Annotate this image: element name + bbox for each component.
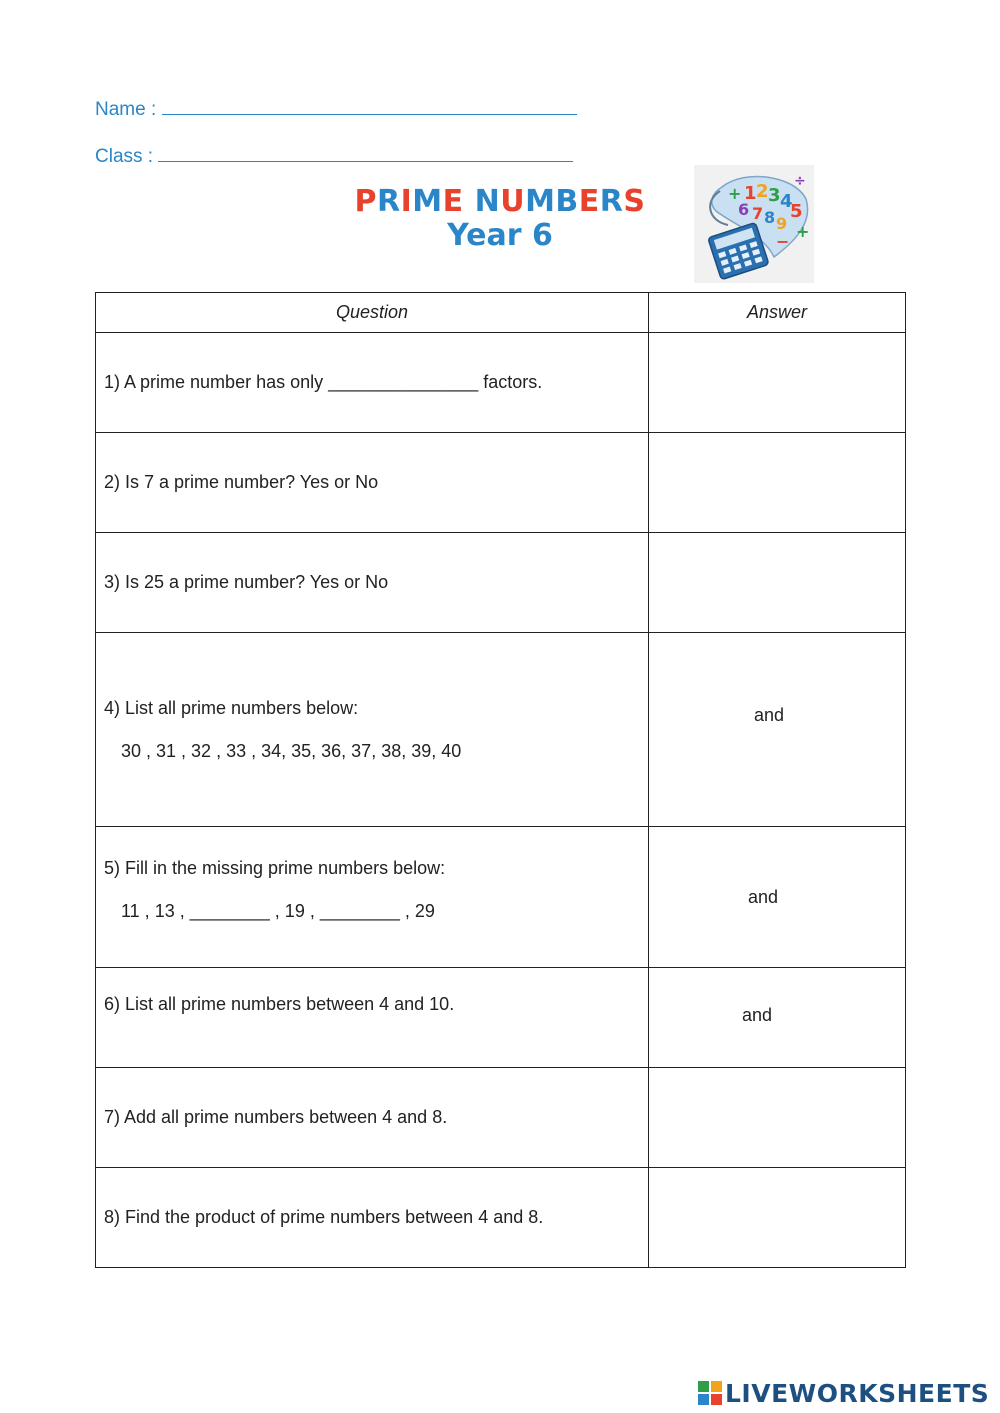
answer-cell[interactable] bbox=[649, 1068, 906, 1168]
table-row bbox=[96, 827, 906, 968]
answer-and-label: and bbox=[741, 1005, 773, 1025]
answer-column-header: Answer bbox=[649, 293, 906, 333]
table-row bbox=[96, 1168, 906, 1268]
table-row bbox=[96, 533, 906, 633]
svg-text:3: 3 bbox=[768, 185, 781, 206]
question-cell bbox=[96, 533, 649, 633]
svg-text:7: 7 bbox=[752, 204, 764, 223]
title-letter bbox=[464, 184, 475, 219]
answer-cell[interactable] bbox=[649, 1168, 906, 1268]
question-cell bbox=[96, 333, 649, 433]
svg-text:9: 9 bbox=[776, 214, 788, 233]
class-field bbox=[95, 143, 573, 168]
answer-and-label: and bbox=[753, 705, 785, 725]
table-row bbox=[96, 433, 906, 533]
question-text: 3) Is 25 a prime number? Yes or No bbox=[104, 572, 389, 592]
table-header-row bbox=[96, 293, 906, 333]
title-letter: R bbox=[599, 184, 624, 219]
title-letter: M bbox=[412, 184, 443, 219]
question-cell bbox=[96, 968, 649, 1068]
title-letter: E bbox=[578, 184, 600, 219]
answer-cell[interactable] bbox=[649, 433, 906, 533]
title-letter: N bbox=[474, 184, 501, 219]
title-letter: P bbox=[354, 184, 377, 219]
liveworksheets-logo-icon bbox=[698, 1381, 722, 1405]
question-number-list: 30 , 31 , 32 , 33 , 34, 35, 36, 37, 38, 39, 40 bbox=[121, 740, 462, 761]
table-row bbox=[96, 968, 906, 1068]
table-row bbox=[96, 633, 906, 827]
question-text: 5) Fill in the missing prime numbers below: bbox=[104, 858, 446, 878]
svg-text:4: 4 bbox=[780, 191, 793, 212]
table-row bbox=[96, 333, 906, 433]
svg-text:1: 1 bbox=[744, 183, 757, 204]
questions-table bbox=[95, 292, 906, 1268]
name-field bbox=[95, 96, 577, 121]
answer-cell[interactable] bbox=[649, 827, 906, 968]
question-cell bbox=[96, 827, 649, 968]
svg-text:+: + bbox=[796, 222, 810, 241]
question-text: 1) A prime number has only _______________ factors. bbox=[104, 372, 543, 392]
title-letter: B bbox=[555, 184, 579, 219]
question-cell bbox=[96, 433, 649, 533]
class-label: Class : bbox=[95, 146, 154, 167]
question-text: 7) Add all prime numbers between 4 and 8. bbox=[104, 1107, 448, 1127]
question-column-header: Question bbox=[96, 293, 649, 333]
title-main bbox=[354, 184, 645, 219]
question-text: 8) Find the product of prime numbers between 4 and 8. bbox=[104, 1207, 544, 1227]
question-text: 4) List all prime numbers below: bbox=[104, 697, 359, 718]
name-input-line[interactable] bbox=[162, 96, 577, 115]
question-cell bbox=[96, 633, 649, 827]
svg-text:6: 6 bbox=[738, 200, 750, 219]
question-text: 2) Is 7 a prime number? Yes or No bbox=[104, 472, 379, 492]
answer-and-label: and bbox=[747, 886, 779, 907]
footer-brand: LIVEWORKSHEETS bbox=[725, 1378, 990, 1408]
liveworksheets-footer bbox=[698, 1378, 989, 1408]
class-input-line[interactable] bbox=[158, 143, 573, 162]
title-letter: M bbox=[525, 184, 556, 219]
question-cell bbox=[96, 1068, 649, 1168]
numbers-calculator-icon bbox=[694, 165, 814, 283]
svg-text:+: + bbox=[728, 184, 742, 203]
svg-text:−: − bbox=[776, 232, 790, 251]
title-letter: U bbox=[500, 184, 526, 219]
answer-cell[interactable] bbox=[649, 333, 906, 433]
worksheet-title bbox=[330, 186, 670, 251]
title-letter: E bbox=[442, 184, 464, 219]
question-text: 6) List all prime numbers between 4 and 10. bbox=[104, 994, 455, 1014]
question-number-sequence: 11 , 13 , ________ , 19 , ________ , 29 bbox=[121, 901, 435, 921]
question-cell bbox=[96, 1168, 649, 1268]
svg-text:2: 2 bbox=[756, 181, 769, 202]
title-letter: R bbox=[376, 184, 401, 219]
answer-cell[interactable] bbox=[649, 633, 906, 827]
title-year: Year 6 bbox=[447, 217, 553, 253]
svg-text:8: 8 bbox=[764, 208, 776, 227]
svg-text:5: 5 bbox=[790, 201, 803, 222]
answer-cell[interactable] bbox=[649, 968, 906, 1068]
name-label: Name : bbox=[95, 99, 157, 120]
table-row bbox=[96, 1068, 906, 1168]
answer-cell[interactable] bbox=[649, 533, 906, 633]
svg-text:÷: ÷ bbox=[794, 173, 806, 189]
title-letter: S bbox=[623, 184, 646, 219]
title-letter: I bbox=[400, 184, 413, 219]
